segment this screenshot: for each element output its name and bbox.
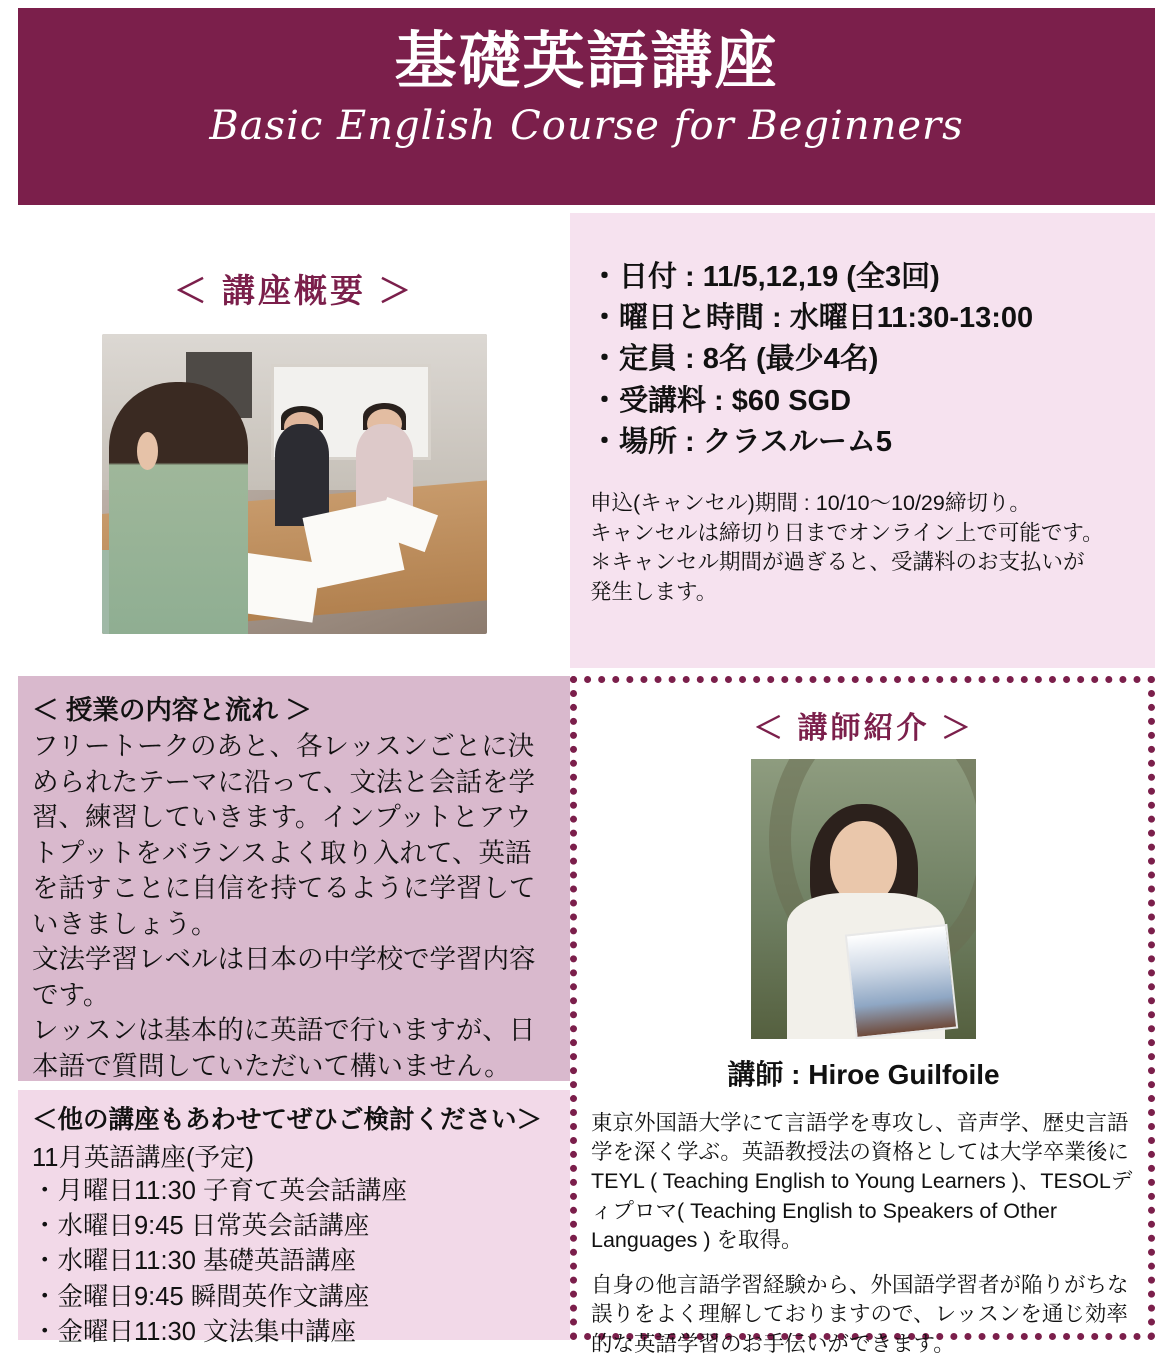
instructor-heading: ＜ 講師紹介 ＞: [753, 712, 974, 745]
course-overview-section: [18, 213, 570, 668]
detail-date: ・日付 : 11/5,12,19 (全3回): [590, 261, 940, 293]
note-line-1: 申込(キャンセル)期間 : 10/10〜10/29締切り。: [590, 490, 1031, 515]
instructor-portrait: [751, 759, 976, 1039]
overview-heading: ＜ 講座概要 ＞: [173, 272, 415, 309]
lesson-paragraph-2: 文法学習レベルは日本の中学校で学習内容です。: [32, 944, 536, 1010]
instructor-bio-2: 自身の他言語学習経験から、外国語学習者が陥りがちな誤りをよく理解しておりますので、レッスンを通じ効率的な英語学習のお手伝いができます。: [591, 1273, 1129, 1356]
course-details-panel: [570, 213, 1155, 668]
detail-fee: ・受講料 : $60 SGD: [590, 384, 852, 417]
list-item: ・金曜日11:30 文法集中講座: [32, 1317, 357, 1346]
lesson-content-section: [18, 676, 570, 1081]
header-banner: [18, 8, 1155, 205]
classroom-photo: [102, 334, 487, 634]
detail-capacity: ・定員 : 8名 (最少4名): [590, 343, 879, 376]
note-line-2: キャンセルは締切り日までオンライン上で可能です。: [590, 520, 1104, 545]
list-item: ・金曜日9:45 瞬間英作文講座: [32, 1282, 370, 1311]
lesson-paragraph-1: フリートークのあと、各レッスンごとに決められたテーマに沿って、文法と会話を学習、練習していきます。インプットとアウトプットをバランスよく取り入れて、英語を話すことに自信を持てるように学習していきましょう。: [32, 731, 536, 939]
course-details-list: [590, 257, 1137, 463]
cancellation-note: [590, 489, 1137, 608]
page-title: 基礎英語講座: [394, 27, 779, 96]
note-line-4: 発生します。: [590, 579, 718, 604]
other-courses-section: [18, 1090, 570, 1346]
instructor-name: 講師 : Hiroe Guilfoile: [727, 1059, 1000, 1090]
instructor-bio-1: 東京外国語大学にて言語学を専攻し、音声学、歴史言語学を深く学ぶ。英語教授法の資格としては大学卒業後にTEYL ( Teaching English to Young Learners )、TESOLディプロマ( Teaching English to Speakers of Other Languages ) を取得。: [591, 1111, 1133, 1252]
list-item: ・水曜日9:45 日常英会話講座: [32, 1212, 370, 1241]
detail-day-time: ・曜日と時間 : 水曜日11:30-13:00: [590, 302, 1034, 335]
instructor-section: [570, 676, 1155, 1356]
list-item: ・月曜日11:30 子育て英会話講座: [32, 1177, 408, 1205]
note-line-3: ＊キャンセル期間が過ぎると、受講料のお支払いが: [590, 550, 1085, 575]
page-subtitle: Basic English Course for Beginners: [209, 103, 964, 150]
list-item: ・水曜日11:30 基礎英語講座: [32, 1247, 357, 1276]
other-courses-subheading: 11月英語講座(予定): [32, 1144, 254, 1172]
lesson-heading: ＜ 授業の内容と流れ ＞: [32, 695, 312, 725]
lesson-paragraph-3: レッスンは基本的に英語で行いますが、日本語で質問していただいて構いません。: [32, 1015, 536, 1081]
detail-location: ・場所 : クラスルーム5: [590, 425, 893, 458]
other-courses-heading: ＜他の講座もあわせてぜひご検討ください＞: [32, 1106, 543, 1134]
